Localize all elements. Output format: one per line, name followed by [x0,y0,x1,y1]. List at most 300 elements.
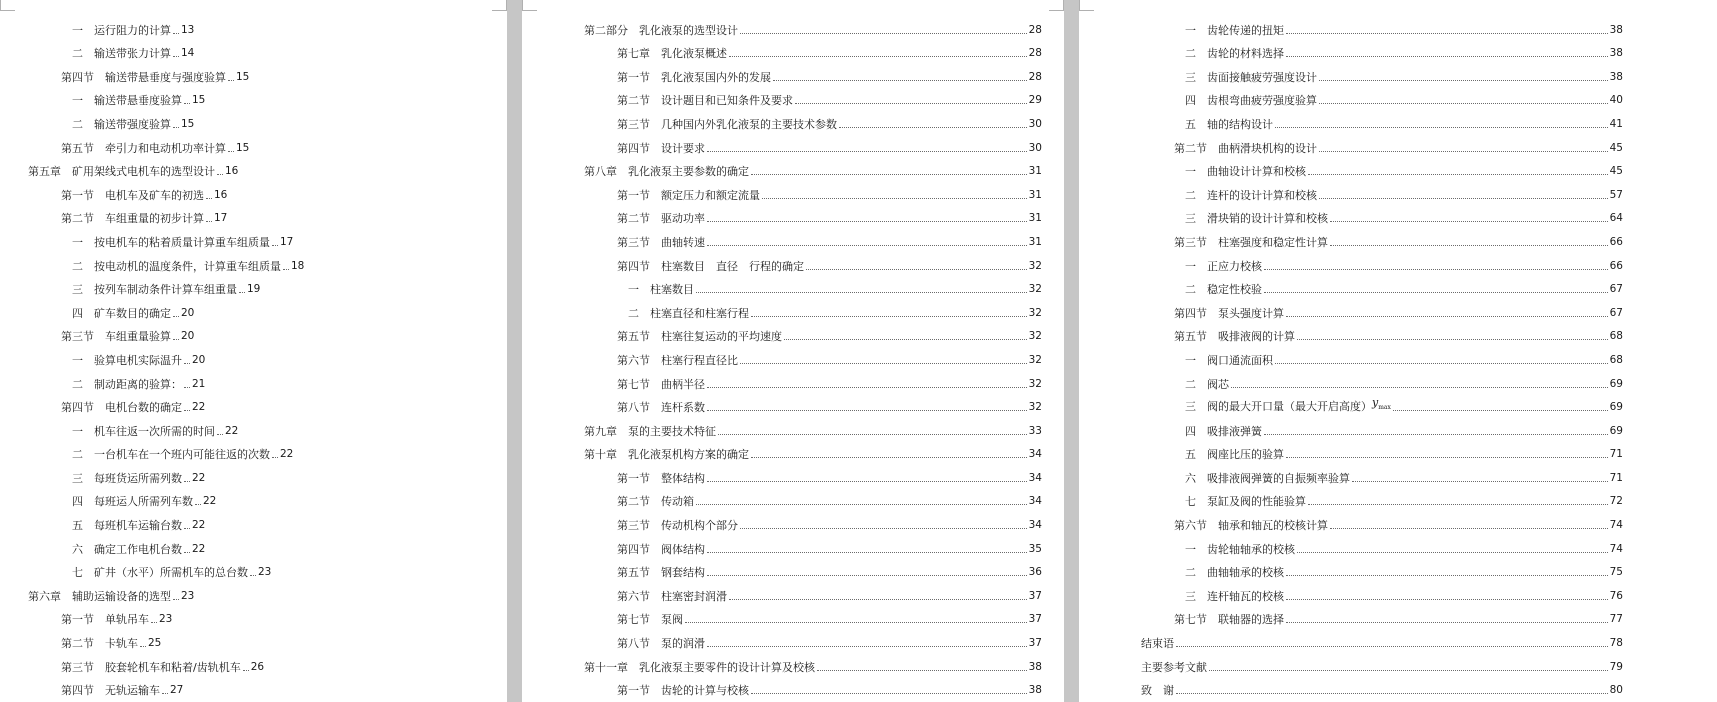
toc-entry[interactable] [1079,485,1717,509]
dot-leader [206,221,212,222]
dot-leader [806,269,1027,270]
toc-page-number: 30 [1028,141,1042,154]
toc-page-number: 34 [1028,471,1042,484]
toc-entry[interactable] [522,485,1064,509]
toc-entry[interactable] [0,84,507,108]
dot-leader [173,33,179,34]
dot-leader [1264,434,1608,435]
dot-leader [272,245,278,246]
toc-entry-title: 第六节 柱塞行程直径比 [617,353,738,367]
toc-entry[interactable] [522,249,1064,273]
toc-entry[interactable] [522,674,1064,698]
toc-entry[interactable] [1079,650,1717,674]
toc-entry-title: 第四节 输送带悬垂度与强度验算 [61,70,226,84]
toc-page-number: 17 [214,212,228,225]
toc-entry-title: 第八章 乳化液泵主要参数的确定 [584,165,749,179]
toc-entry-title: 四 每班运人所需列车数 [72,495,193,509]
toc-page-number: 80 [1609,684,1623,697]
toc-entry-title: 第五节 钢套结构 [617,566,705,580]
toc-entry[interactable] [1079,155,1717,179]
dot-leader [707,387,1027,388]
toc-entry[interactable] [0,508,507,532]
toc-entry-title: 第一节 齿轮的计算与校核 [617,684,749,698]
toc-entry[interactable] [1079,343,1717,367]
toc-page-number: 32 [1028,283,1042,296]
toc-entry[interactable] [522,650,1064,674]
toc-entry[interactable] [522,461,1064,485]
toc-entry[interactable] [0,225,507,249]
toc-entry-title: 二 制动距离的验算： [72,377,182,391]
dot-leader [740,33,1027,34]
toc-entry-title: 第六章 辅助运输设备的选型 [28,589,171,603]
toc-entry[interactable] [0,320,507,344]
toc-entry-title: 第五章 矿用架线式电机车的选型设计 [28,165,215,179]
toc-page-number: 17 [280,235,294,248]
toc-page-number: 69 [1609,401,1623,414]
toc-page-number: 31 [1028,235,1042,248]
toc-page-number: 68 [1609,330,1623,343]
toc-page-number: 29 [1028,94,1042,107]
toc-entry[interactable] [0,13,507,37]
toc-entry[interactable] [522,296,1064,320]
toc-entry[interactable] [1079,626,1717,650]
toc-page-number: 28 [1028,23,1042,36]
toc-entry[interactable] [0,650,507,674]
toc-entry[interactable] [1079,414,1717,438]
toc-page-number: 35 [1028,542,1042,555]
toc-entry[interactable] [1079,13,1717,37]
toc-entry-title: 第三节 几种国内外乳化液泵的主要技术参数 [617,117,837,131]
dot-leader [696,292,1027,293]
toc-entry[interactable] [522,273,1064,297]
toc-entry[interactable] [1079,178,1717,202]
toc-entry[interactable] [1079,438,1717,462]
toc-entry-title: 第七章 乳化液泵概述 [617,47,727,61]
crop-mark [522,0,537,11]
toc-entry-title: 第二节 曲柄滑块机构的设计 [1174,141,1317,155]
toc-page-number: 36 [1028,566,1042,579]
toc-entry[interactable] [0,249,507,273]
toc-page-number: 78 [1609,637,1623,650]
dot-leader [184,363,190,364]
toc-page-number: 15 [236,141,250,154]
dot-leader [1319,198,1608,199]
toc-entry[interactable] [0,579,507,603]
toc-entry[interactable] [522,155,1064,179]
dot-leader [1308,504,1608,505]
toc-entry[interactable] [0,273,507,297]
toc-entry[interactable] [1079,367,1717,391]
dot-leader [283,269,289,270]
dot-leader [1286,316,1608,317]
toc-page-number: 32 [1028,330,1042,343]
crop-mark [0,0,15,11]
toc-entry[interactable] [1079,391,1717,415]
toc-entry[interactable] [0,178,507,202]
dot-leader [184,387,190,388]
crop-mark [1049,0,1064,11]
toc-entry-title: 四 矿车数目的确定 [72,306,171,320]
toc-page-number: 22 [192,471,206,484]
toc-entry[interactable] [0,107,507,131]
toc-page-number: 38 [1028,684,1042,697]
toc-page-number: 32 [1028,259,1042,272]
dot-leader [1297,552,1608,553]
dot-leader [1393,410,1608,411]
toc-page-number: 27 [170,684,184,697]
dot-leader [685,622,1027,623]
toc-page-number: 26 [250,660,265,673]
toc-page-number: 23 [258,566,272,579]
toc-entry-title: 一 正应力校核 [1185,259,1262,273]
dot-leader [1176,646,1608,647]
dot-leader [696,504,1027,505]
dot-leader [1286,622,1608,623]
toc-page-number: 34 [1028,495,1042,508]
toc-entry[interactable] [522,13,1064,37]
dot-leader [140,646,146,647]
toc-entry[interactable] [0,37,507,61]
toc-entry[interactable] [1079,37,1717,61]
toc-page-number: 21 [192,377,206,390]
toc-entry-title: 第四节 阀体结构 [617,542,705,556]
toc-entry[interactable] [1079,107,1717,131]
toc-entry[interactable] [522,508,1064,532]
toc-entry[interactable] [0,367,507,391]
dot-leader [1297,339,1608,340]
toc-entry[interactable] [522,626,1064,650]
toc-page-number: 32 [1028,377,1042,390]
toc-page-number: 32 [1028,401,1042,414]
dot-leader [239,292,245,293]
dot-leader [1286,33,1608,34]
toc-entry[interactable] [1079,84,1717,108]
toc-page-number: 68 [1609,353,1623,366]
toc-entry[interactable] [1079,296,1717,320]
toc-page-number: 30 [1028,117,1042,130]
toc-page-number: 28 [1028,47,1042,60]
toc-entry-title: 四 齿根弯曲疲劳强度验算 [1185,94,1317,108]
toc-page-number: 37 [1028,613,1042,626]
toc-entry-title: 第九章 泵的主要技术特征 [584,424,716,438]
dot-leader [250,575,256,576]
toc-page-number: 45 [1609,165,1623,178]
dot-leader [1275,363,1608,364]
toc-entry-title: 第四节 电机台数的确定 [61,401,182,415]
document-page-2[interactable] [522,0,1064,702]
dot-leader [184,481,190,482]
toc-entry-title: 一 曲轴设计计算和校核 [1185,165,1306,179]
dot-leader [817,670,1027,671]
dot-leader [184,103,190,104]
toc-entry-title: 一 运行阻力的计算 [72,23,171,37]
toc-page-number: 22 [280,448,294,461]
toc-entry[interactable] [0,296,507,320]
dot-leader [773,80,1027,81]
toc-entry[interactable] [0,485,507,509]
toc-page-number: 31 [1028,188,1042,201]
toc-entry-title: 二 齿轮的材料选择 [1185,47,1284,61]
toc-entry[interactable] [0,674,507,698]
toc-entry[interactable] [1079,461,1717,485]
dot-leader [718,434,1027,435]
toc-page-number: 31 [1028,165,1042,178]
toc-entry[interactable] [1079,320,1717,344]
dot-leader [162,693,168,694]
toc-entry[interactable] [1079,249,1717,273]
toc-entry[interactable] [0,202,507,226]
toc-entry-title: 一 齿轮轴轴承的校核 [1185,542,1295,556]
toc-page-number: 20 [181,330,195,343]
toc-entry-title: 第十一章 乳化液泵主要零件的设计计算及校核 [584,660,815,674]
toc-page-number: 38 [1028,660,1042,673]
dot-leader [1330,245,1608,246]
toc-entry[interactable] [1079,579,1717,603]
toc-page-number: 72 [1609,495,1623,508]
toc-entry-title: 第一节 乳化液泵国内外的发展 [617,70,771,84]
dot-leader [707,552,1027,553]
toc-entry[interactable] [522,603,1064,627]
toc-page-number: 66 [1609,259,1623,272]
toc-entry-title: 第三节 车组重量验算 [61,330,171,344]
toc-page-number: 69 [1609,377,1623,390]
toc-entry[interactable] [1079,273,1717,297]
toc-entry[interactable] [522,202,1064,226]
toc-entry[interactable] [1079,508,1717,532]
toc-page-number: 19 [247,283,261,296]
toc-entry[interactable] [522,414,1064,438]
dot-leader [707,245,1027,246]
toc-entry-title: 第七节 泵阀 [617,613,683,627]
dot-leader [729,599,1027,600]
toc-entry-title: 主要参考文献 [1141,660,1207,674]
dot-leader [1352,481,1608,482]
document-page-1[interactable] [0,0,507,702]
toc-page-number: 13 [181,23,195,36]
toc-page-number: 25 [148,637,162,650]
dot-leader [1330,221,1608,222]
toc-entry[interactable] [522,438,1064,462]
dot-leader [173,56,179,57]
dot-leader [707,646,1027,647]
dot-leader [184,410,190,411]
toc-entry[interactable] [0,461,507,485]
toc-page-number: 22 [192,542,206,555]
toc-entry[interactable] [1079,131,1717,155]
toc-entry-title: 第二部分 乳化液泵的选型设计 [584,23,738,37]
dot-leader [243,670,249,671]
toc-entry-title: 二 输送带强度验算 [72,117,171,131]
toc-entry-title: 第四节 柱塞数目 直径 行程的确定 [617,259,804,273]
dot-leader [1330,528,1608,529]
dot-leader [228,80,234,81]
document-page-3[interactable] [1079,0,1717,702]
toc-entry-title: 二 连杆的设计计算和校核 [1185,188,1317,202]
dot-leader [707,481,1027,482]
toc-entry-title: 第三节 曲轴转速 [617,235,705,249]
dot-leader [1264,292,1608,293]
toc-page-number: 32 [1028,353,1042,366]
toc-page-number: 74 [1609,542,1623,555]
toc-entry-title: 二 曲轴轴承的校核 [1185,566,1284,580]
toc-entry-title: 第四节 泵头强度计算 [1174,306,1284,320]
toc-entry-title: 四 吸排液弹簧 [1185,424,1262,438]
dot-leader [1319,103,1608,104]
toc-entry-title: 第五节 牵引力和电动机功率计算 [61,141,226,155]
toc-entry[interactable] [0,343,507,367]
dot-leader [1286,599,1608,600]
toc-entry-title: 七 泵缸及阀的性能验算 [1185,495,1306,509]
toc-entry[interactable] [0,556,507,580]
toc-entry-title: 第三节 胶套轮机车和粘着/齿轨机车 [61,660,241,674]
toc-entry-title: 第二节 驱动功率 [617,212,705,226]
crop-mark [1079,0,1094,11]
dot-leader [1231,387,1608,388]
dot-leader [707,221,1027,222]
toc-entry-title: 第二节 车组重量的初步计算 [61,212,204,226]
toc-page-number: 28 [1028,70,1042,83]
toc-entry-title: 三 阀的最大开口量（最大开启高度） [1185,400,1372,414]
toc-entry[interactable] [1079,60,1717,84]
toc-entry[interactable] [522,579,1064,603]
toc-entry[interactable] [522,60,1064,84]
toc-page-number: 16 [214,188,228,201]
toc-entry-title: 第七节 联轴器的选择 [1174,613,1284,627]
dot-leader [839,127,1027,128]
toc-list [522,13,1064,697]
toc-page-number: 79 [1609,660,1623,673]
toc-entry-title: 第一节 整体结构 [617,471,705,485]
dot-leader [1209,670,1608,671]
toc-page-number: 38 [1609,70,1623,83]
toc-entry-title: 二 按电动机的温度条件，计算重车组质量 [72,259,281,273]
dot-leader [1176,693,1608,694]
toc-entry[interactable] [1079,225,1717,249]
toc-entry-title: 五 轴的结构设计 [1185,117,1273,131]
crop-mark [492,0,507,11]
toc-entry[interactable] [1079,674,1717,698]
toc-entry-title: 七 矿井（水平）所需机车的总台数 [72,566,248,580]
dot-leader [762,198,1027,199]
dot-leader [1308,174,1608,175]
math-symbol [1372,396,1391,414]
dot-leader [784,339,1027,340]
toc-page-number: 41 [1609,117,1623,130]
toc-entry[interactable] [0,414,507,438]
dot-leader [184,552,190,553]
toc-entry-title: 二 柱塞直径和柱塞行程 [628,306,749,320]
dot-leader [173,316,179,317]
toc-entry-title: 三 每班货运所需列数 [72,471,182,485]
toc-entry[interactable] [522,343,1064,367]
toc-entry[interactable] [0,60,507,84]
toc-entry-title: 一 齿轮传递的扭矩 [1185,23,1284,37]
toc-entry-title: 第二节 设计题目和已知条件及要求 [617,94,793,108]
toc-page-number: 23 [181,589,195,602]
toc-entry[interactable] [0,603,507,627]
toc-entry[interactable] [522,37,1064,61]
toc-page-number: 67 [1609,306,1623,319]
toc-entry[interactable] [522,107,1064,131]
page-gutter [1064,0,1079,702]
toc-entry[interactable] [0,131,507,155]
toc-entry-title: 致 谢 [1141,684,1174,698]
dot-leader [751,693,1027,694]
toc-entry[interactable] [0,391,507,415]
toc-entry-title: 第八节 连杆系数 [617,401,705,415]
toc-page-number: 18 [291,259,305,272]
toc-entry[interactable] [522,320,1064,344]
toc-entry-title: 一 输送带悬垂度验算 [72,94,182,108]
toc-entry[interactable] [522,178,1064,202]
toc-page-number: 71 [1609,471,1623,484]
toc-page-number: 23 [159,613,173,626]
toc-entry[interactable] [0,532,507,556]
toc-entry[interactable] [0,438,507,462]
toc-page-number: 38 [1609,23,1623,36]
toc-entry[interactable] [0,155,507,179]
toc-page-number: 76 [1609,589,1623,602]
toc-page-number: 15 [236,70,250,83]
toc-entry[interactable] [522,131,1064,155]
toc-page-number: 77 [1609,613,1623,626]
math-variable: y [1372,395,1379,409]
dot-leader [751,457,1027,458]
dot-leader [206,198,212,199]
toc-page-number: 20 [181,306,195,319]
dot-leader [151,622,157,623]
toc-page-number: 40 [1609,94,1623,107]
toc-entry-title: 二 一台机车在一个班内可能往返的次数 [72,448,270,462]
toc-entry[interactable] [522,84,1064,108]
dot-leader [1319,151,1608,152]
toc-entry[interactable] [1079,556,1717,580]
toc-entry[interactable] [522,532,1064,556]
dot-leader [272,457,278,458]
toc-page-number: 71 [1609,448,1623,461]
toc-page-number: 75 [1609,566,1623,579]
toc-entry-title: 第五节 柱塞往复运动的平均速度 [617,330,782,344]
toc-entry-title: 三 按列车制动条件计算车组重量 [72,283,237,297]
dot-leader [1286,56,1608,57]
toc-entry[interactable] [522,225,1064,249]
toc-entry-title: 第十章 乳化液泵机构方案的确定 [584,448,749,462]
toc-entry-title: 三 齿面接触疲劳强度设计 [1185,70,1317,84]
toc-entry[interactable] [522,367,1064,391]
dot-leader [740,363,1027,364]
toc-entry[interactable] [1079,202,1717,226]
toc-entry-title: 第六节 柱塞密封润滑 [617,589,727,603]
toc-page-number: 14 [181,47,195,60]
toc-entry[interactable] [1079,603,1717,627]
toc-page-number: 32 [1028,306,1042,319]
toc-entry-title: 第一节 电机车及矿车的初选 [61,188,204,202]
toc-list [1079,13,1717,697]
toc-entry-title: 一 机车往返一次所需的时间 [72,424,215,438]
toc-entry[interactable] [522,556,1064,580]
toc-entry[interactable] [0,626,507,650]
dot-leader [173,339,179,340]
toc-entry-title: 六 吸排液阀弹簧的自振频率验算 [1185,471,1350,485]
toc-entry-title: 一 柱塞数目 [628,283,694,297]
toc-page-number: 38 [1609,47,1623,60]
dot-leader [173,599,179,600]
dot-leader [1286,575,1608,576]
page-gutter [507,0,522,702]
toc-page-number: 74 [1609,519,1623,532]
toc-entry[interactable] [522,391,1064,415]
toc-entry[interactable] [1079,532,1717,556]
